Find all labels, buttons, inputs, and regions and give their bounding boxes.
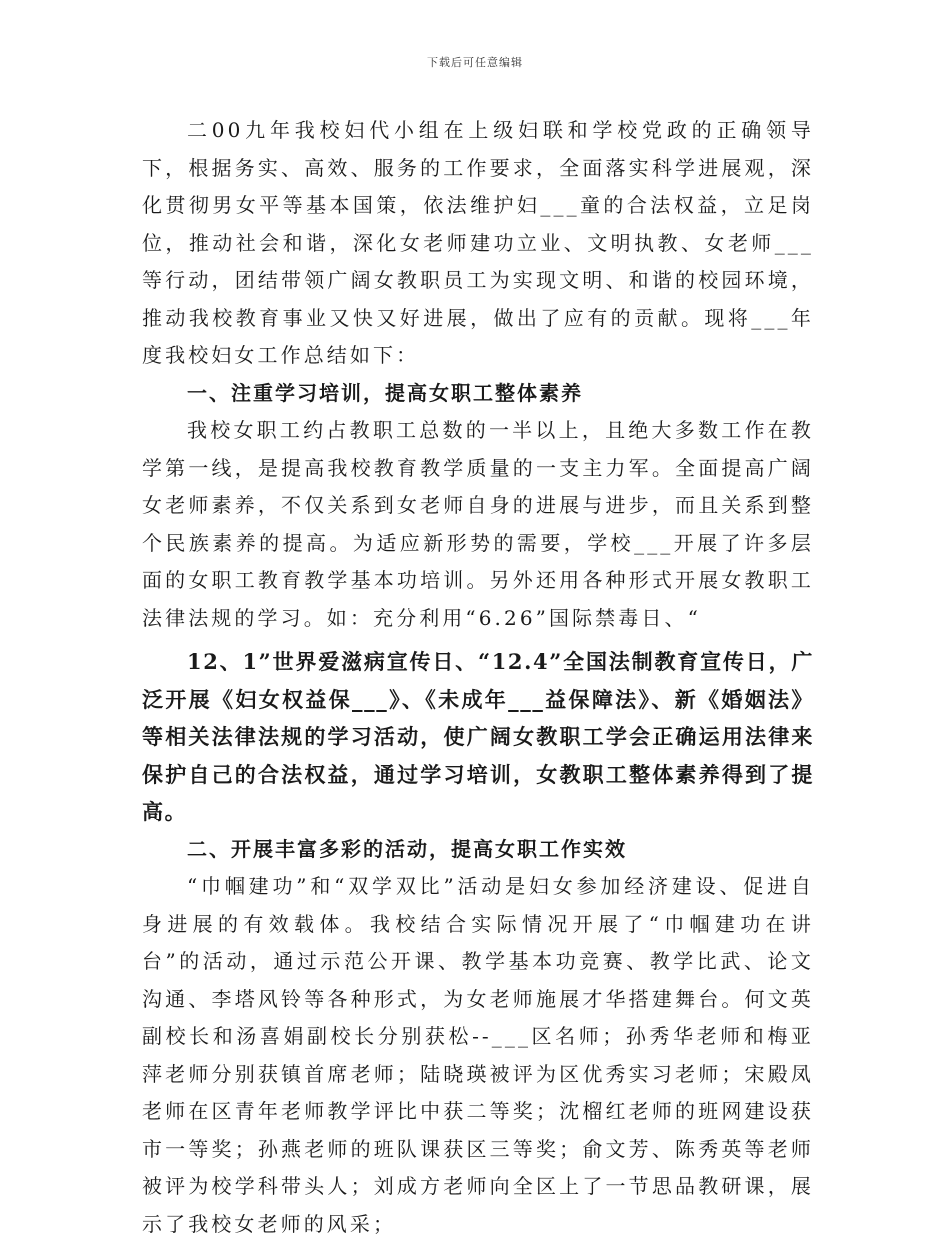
section1-paragraph: 我校女职工约占教职工总数的一半以上，且绝大多数工作在教学第一线，是提高我校教育教学质量的一支主力军。全面提高广阔女老师素养，不仅关系到女老师自身的进展与进步，而且关系到整个民族素养的提高。为适应新形势的需要，学校___开展了许多层面的女职工教育教学基本功培训。另外还用各种形式开展女教职工法律法规的学习。如：充分利用“6.26”国际禁毒日、“ — [142, 418, 814, 630]
document-body — [142, 112, 814, 1243]
intro-paragraph: 二00九年我校妇代小组在上级妇联和学校党政的正确领导下，根据务实、高效、服务的工作要求，全面落实科学进展观，深化贯彻男女平等基本国策，依法维护妇___童的合法权益，立足岗位，推动社会和谐，深化女老师建功立业、文明执教、女老师___等行动，团结带领广阔女教职员工为实现文明、和谐的校园环境，推动我校教育事业又快又好进展，做出了应有的贡献。现将___年度我校妇女工作总结如下： — [142, 118, 814, 367]
section-heading-2: 二、开展丰富多彩的活动，提高女职工作实效 — [187, 836, 627, 861]
section2-paragraph: “巾帼建功”和“双学双比”活动是妇女参加经济建设、促进自身进展的有效载体。我校结合实际情况开展了“巾帼建功在讲台”的活动，通过示范公开课、教学基本功竞赛、教学比武、论文沟通、李塔风铃等各种形式，为女老师施展才华搭建舞台。何文英副校长和汤喜娟副校长分别获松--___区名师；孙秀华老师和梅亚萍老师分别获镇首席老师；陆晓瑛被评为区优秀实习老师；宋殿凤老师在区青年老师教学评比中获二等奖；沈榴红老师的班网建设获市一等奖；孙燕老师的班队课获区三等奖；俞文芳、陈秀英等老师被评为校学科带头人；刘成方老师向全区上了一节思品教研课，展示了我校女老师的风采； — [142, 874, 814, 1236]
section1-bold-paragraph: 12、1”世界爱滋病宣传日、“12.4”全国法制教育宣传日，广泛开展《妇女权益保___》、《未成年___益保障法》、新《婚姻法》等相关法律法规的学习活动，使广阔女教职工学会正确运用法律来保护自己的合法权益，通过学习培训，女教职工整体素养得到了提高。 — [142, 649, 814, 824]
section-heading-1: 一、注重学习培训，提高女职工整体素养 — [187, 380, 583, 405]
page-header: 下载后可任意编辑 — [427, 56, 523, 69]
